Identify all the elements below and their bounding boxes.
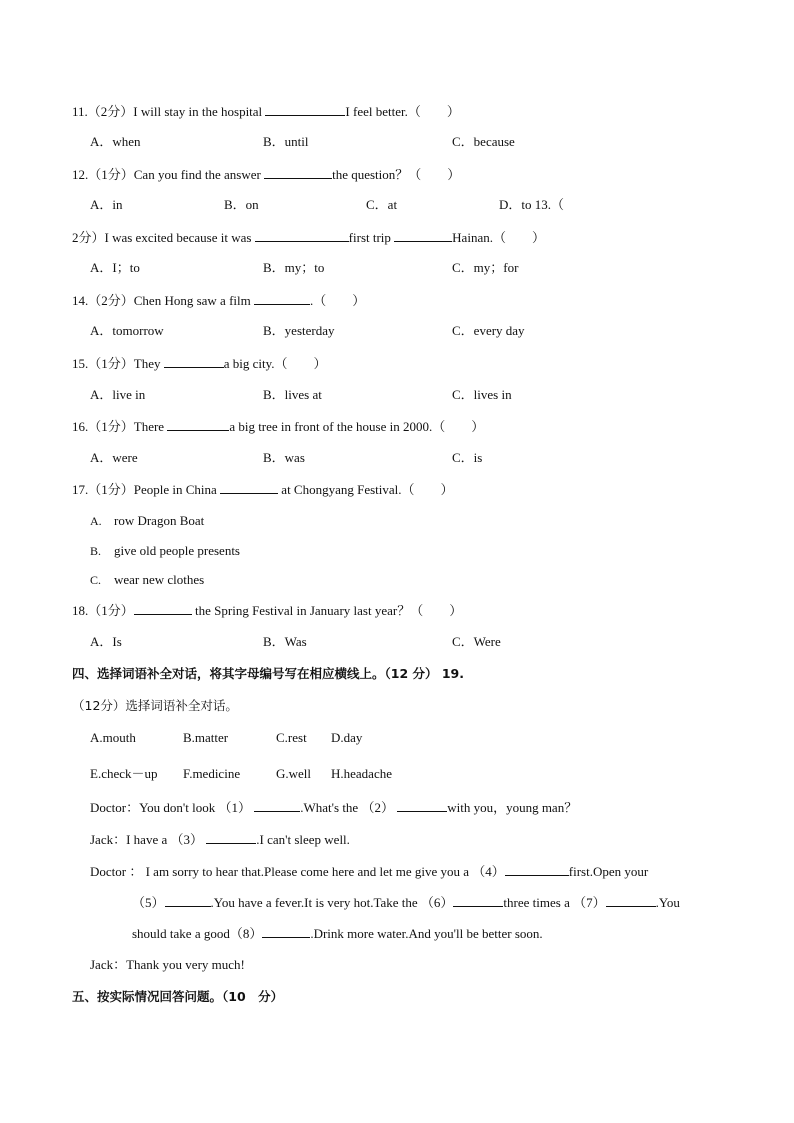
option-b[interactable]: B．was bbox=[263, 450, 305, 465]
dialog-line-5: should take a good（8） .Drink more water.And you'll be better soon. bbox=[132, 926, 543, 941]
word-bank-item: B.matter bbox=[183, 730, 229, 745]
answer-blank[interactable] bbox=[255, 228, 349, 242]
question-15-stem: 15.（1分）They a big city.（ ） bbox=[72, 356, 327, 371]
dialog-line-1: Doctor：You don't look （1） .What's the （2） with you，young man？ bbox=[90, 800, 578, 815]
option-b[interactable]: B．Was bbox=[263, 634, 307, 649]
option-c[interactable]: C．lives in bbox=[452, 387, 512, 402]
answer-blank[interactable] bbox=[505, 862, 569, 876]
question-18-stem: 18.（1分） the Spring Festival in January last year？（ ） bbox=[72, 603, 463, 618]
option-b[interactable]: B．yesterday bbox=[263, 323, 335, 338]
answer-blank[interactable] bbox=[254, 291, 310, 305]
answer-blank[interactable] bbox=[134, 601, 192, 615]
answer-blank[interactable] bbox=[254, 798, 300, 812]
section-4-title: 四、选择词语补全对话，将其字母编号写在相应横线上。（12 分） 19. bbox=[72, 666, 464, 681]
option-a[interactable]: A．were bbox=[90, 450, 138, 465]
option-c[interactable]: C．because bbox=[452, 134, 515, 149]
option-c[interactable]: C．is bbox=[452, 450, 483, 465]
option-c[interactable]: C．my；for bbox=[452, 260, 519, 275]
option-a[interactable]: A．tomorrow bbox=[90, 323, 164, 338]
dialog-line-2: Jack：I have a （3） .I can't sleep well. bbox=[90, 832, 350, 847]
question-16-stem: 16.（1分）There a big tree in front of the house in 2000.（ ） bbox=[72, 419, 485, 434]
section-5-title: 五、按实际情况回答问题。（10 分） bbox=[72, 989, 284, 1004]
answer-blank[interactable] bbox=[165, 893, 211, 907]
option-a[interactable]: A．when bbox=[90, 134, 141, 149]
dialog-line-4: （5） .You have a fever.It is very hot.Take the （6） three times a （7） .You bbox=[132, 895, 680, 910]
option-d[interactable]: D．to 13.（ bbox=[499, 197, 565, 212]
option-a[interactable]: A．in bbox=[90, 197, 123, 212]
question-17-stem: 17.（1分）People in China at Chongyang Festival.（ ） bbox=[72, 482, 454, 497]
word-bank-item: C.rest bbox=[276, 730, 307, 745]
word-bank-item: G.well bbox=[276, 766, 312, 781]
option-c[interactable]: C. wear new clothes bbox=[90, 572, 205, 587]
answer-blank[interactable] bbox=[397, 798, 447, 812]
word-bank-item: F.medicine bbox=[183, 766, 241, 781]
answer-blank[interactable] bbox=[164, 354, 224, 368]
answer-blank[interactable] bbox=[606, 893, 656, 907]
answer-blank[interactable] bbox=[167, 417, 229, 431]
answer-blank[interactable] bbox=[262, 924, 310, 938]
answer-blank[interactable] bbox=[453, 893, 503, 907]
question-13-stem: 2分）I was excited because it was first trip Hainan.（ ） bbox=[72, 230, 545, 245]
option-a[interactable]: A．I；to bbox=[90, 260, 140, 275]
answer-blank[interactable] bbox=[394, 228, 452, 242]
answer-blank[interactable] bbox=[265, 102, 345, 116]
word-bank-item: H.headache bbox=[331, 766, 392, 781]
answer-blank[interactable] bbox=[264, 165, 332, 179]
dialog-line-3: Doctor ： I am sorry to hear that.Please come here and let me give you a （4） first.Open your bbox=[90, 864, 649, 879]
section-4-subtitle: （12分）选择词语补全对话。 bbox=[72, 698, 238, 713]
question-14-stem: 14.（2分）Chen Hong saw a film .（ ） bbox=[72, 293, 366, 308]
option-c[interactable]: C．Were bbox=[452, 634, 501, 649]
option-b[interactable]: B．until bbox=[263, 134, 309, 149]
word-bank-item: E.check－up bbox=[90, 766, 158, 781]
option-a[interactable]: A. row Dragon Boat bbox=[90, 513, 205, 528]
option-a[interactable]: A．Is bbox=[90, 634, 122, 649]
answer-blank[interactable] bbox=[220, 480, 278, 494]
option-c[interactable]: C．at bbox=[366, 197, 398, 212]
question-11-stem: 11.（2分）I will stay in the hospital I feel better.（ ） bbox=[72, 104, 460, 119]
option-b[interactable]: B．on bbox=[224, 197, 259, 212]
option-b[interactable]: B．lives at bbox=[263, 387, 322, 402]
option-b[interactable]: B. give old people presents bbox=[90, 543, 240, 558]
option-a[interactable]: A．live in bbox=[90, 387, 146, 402]
answer-blank[interactable] bbox=[206, 830, 256, 844]
option-c[interactable]: C．every day bbox=[452, 323, 525, 338]
word-bank-item: A.mouth bbox=[90, 730, 136, 745]
word-bank-item: D.day bbox=[331, 730, 363, 745]
option-b[interactable]: B．my；to bbox=[263, 260, 325, 275]
question-12-stem: 12.（1分）Can you find the answer the question？（ ） bbox=[72, 167, 461, 182]
dialog-line-6: Jack：Thank you very much! bbox=[90, 957, 245, 972]
